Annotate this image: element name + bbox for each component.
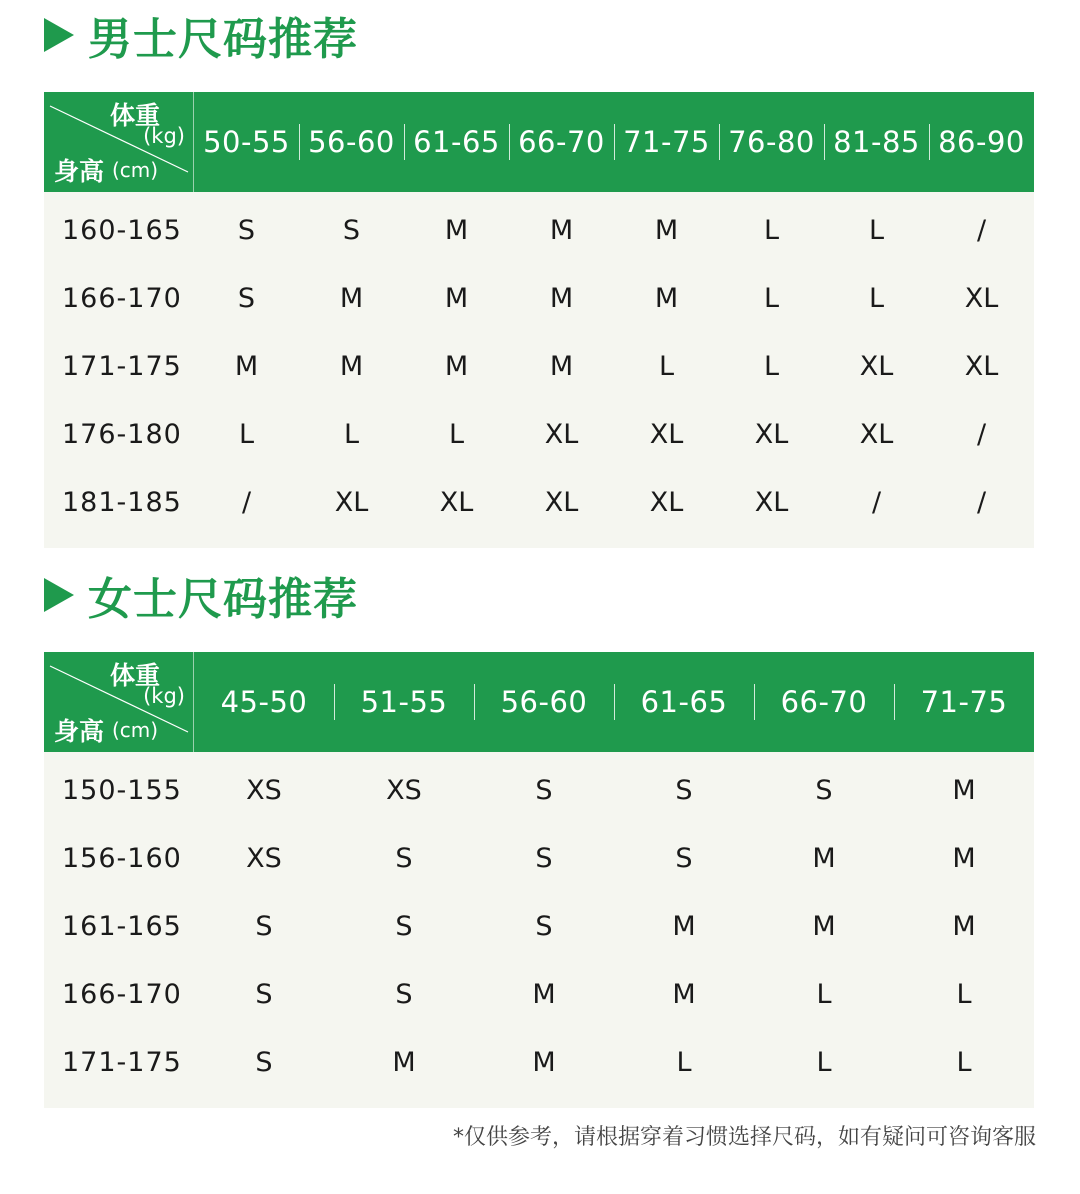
height-label: 160-165	[62, 214, 182, 246]
size-cell: S	[237, 282, 256, 314]
size-cell: S	[395, 978, 413, 1010]
size-cell: /	[976, 486, 987, 518]
men-table-body	[44, 192, 1034, 548]
size-cell: M	[549, 350, 574, 382]
women-section-title	[44, 560, 358, 630]
weight-header: 56-60	[474, 685, 614, 719]
table-row	[44, 400, 1034, 468]
table-row	[44, 960, 1034, 1028]
size-cell: S	[675, 774, 693, 806]
weight-header: 76-80	[719, 125, 824, 159]
weight-header: 66-70	[509, 125, 614, 159]
height-label: 156-160	[62, 842, 182, 874]
size-cell: L	[676, 1046, 692, 1078]
size-cell: M	[392, 1046, 416, 1078]
women-weight-headers	[194, 652, 1034, 752]
size-cell: XL	[649, 418, 684, 450]
corner-weight-label: 体重	[110, 101, 161, 130]
size-cell: S	[255, 1046, 273, 1078]
size-cell: L	[343, 418, 360, 450]
size-cell: L	[763, 214, 780, 246]
size-cell: /	[241, 486, 252, 518]
size-cell: M	[549, 214, 574, 246]
table-row	[44, 1028, 1034, 1096]
size-cell: M	[234, 350, 259, 382]
men-section-title	[44, 0, 358, 70]
height-label: 161-165	[62, 910, 182, 942]
size-cell: L	[956, 978, 972, 1010]
triangle-play-icon	[44, 578, 74, 612]
size-cell: M	[444, 350, 469, 382]
size-cell: M	[952, 842, 976, 874]
size-cell: S	[255, 910, 273, 942]
height-label: 166-170	[62, 282, 182, 314]
size-cell: M	[444, 282, 469, 314]
size-cell: XL	[439, 486, 474, 518]
women-size-table	[44, 652, 1034, 1108]
men-corner-cell	[44, 92, 194, 192]
corner-height-label: 身高	[54, 717, 105, 746]
size-cell: M	[339, 350, 364, 382]
corner-cm-label: (cm)	[112, 718, 159, 742]
size-cell: L	[868, 214, 885, 246]
size-cell: S	[535, 842, 553, 874]
size-cell: S	[342, 214, 361, 246]
table-row	[44, 468, 1034, 536]
size-cell: XL	[544, 418, 579, 450]
size-cell: M	[549, 282, 574, 314]
weight-header: 45-50	[220, 685, 308, 719]
size-cell: L	[763, 282, 780, 314]
size-cell: XL	[964, 282, 999, 314]
size-cell: XS	[246, 774, 282, 806]
size-cell: S	[535, 910, 553, 942]
size-cell: XL	[649, 486, 684, 518]
size-cell: /	[976, 418, 987, 450]
size-cell: M	[339, 282, 364, 314]
table-row	[44, 756, 1034, 824]
size-cell: M	[952, 774, 976, 806]
size-cell: M	[672, 910, 696, 942]
weight-header: 56-60	[299, 125, 404, 159]
women-table-body	[44, 752, 1034, 1108]
size-cell: XS	[386, 774, 422, 806]
size-cell: L	[816, 1046, 832, 1078]
height-label: 171-175	[62, 1046, 182, 1078]
size-cell: M	[812, 842, 836, 874]
size-cell: S	[237, 214, 256, 246]
table-row	[44, 892, 1034, 960]
women-corner-cell	[44, 652, 194, 752]
size-cell: /	[871, 486, 882, 518]
size-cell: M	[952, 910, 976, 942]
height-label: 166-170	[62, 978, 182, 1010]
size-cell: XL	[859, 418, 894, 450]
disclaimer-note: *仅供参考，请根据穿着习惯选择尺码，如有疑问可咨询客服	[452, 1125, 1036, 1150]
size-cell: XL	[754, 418, 789, 450]
size-cell: M	[444, 214, 469, 246]
size-cell: L	[658, 350, 675, 382]
corner-height-label: 身高	[54, 157, 105, 186]
weight-header: 66-70	[754, 685, 894, 719]
height-label: 150-155	[62, 774, 182, 806]
women-title: 女士尺码推荐	[88, 574, 358, 625]
weight-header: 61-65	[404, 125, 509, 159]
corner-kg-label: (kg)	[143, 124, 185, 148]
size-cell: L	[956, 1046, 972, 1078]
weight-header: 71-75	[894, 685, 1034, 719]
size-cell: M	[812, 910, 836, 942]
size-cell: L	[816, 978, 832, 1010]
weight-header: 61-65	[614, 685, 754, 719]
size-cell: XL	[334, 486, 369, 518]
size-cell: XL	[964, 350, 999, 382]
table-row	[44, 332, 1034, 400]
height-label: 181-185	[62, 486, 182, 518]
triangle-play-icon	[44, 18, 74, 52]
size-cell: S	[395, 842, 413, 874]
size-cell: XL	[544, 486, 579, 518]
table-row	[44, 264, 1034, 332]
size-cell: M	[532, 978, 556, 1010]
men-title: 男士尺码推荐	[88, 14, 358, 65]
weight-header: 50-55	[203, 125, 290, 159]
women-table-header	[44, 652, 1034, 752]
size-cell: L	[763, 350, 780, 382]
size-cell: S	[535, 774, 553, 806]
size-cell: L	[448, 418, 465, 450]
size-cell: L	[868, 282, 885, 314]
size-cell: XL	[859, 350, 894, 382]
height-label: 171-175	[62, 350, 182, 382]
size-cell: M	[654, 214, 679, 246]
size-cell: XL	[754, 486, 789, 518]
weight-header: 86-90	[929, 125, 1034, 159]
table-row	[44, 196, 1034, 264]
size-cell: /	[976, 214, 987, 246]
corner-cm-label: (cm)	[112, 158, 159, 182]
height-label: 176-180	[62, 418, 182, 450]
size-cell: S	[675, 842, 693, 874]
size-cell: S	[395, 910, 413, 942]
weight-header: 71-75	[614, 125, 719, 159]
table-row	[44, 824, 1034, 892]
size-cell: S	[255, 978, 273, 1010]
corner-kg-label: (kg)	[143, 684, 185, 708]
weight-header: 81-85	[824, 125, 929, 159]
weight-header: 51-55	[334, 685, 474, 719]
corner-weight-label: 体重	[110, 661, 161, 690]
size-cell: M	[672, 978, 696, 1010]
size-cell: S	[815, 774, 833, 806]
size-cell: L	[238, 418, 255, 450]
size-cell: M	[532, 1046, 556, 1078]
men-size-table	[44, 92, 1034, 548]
size-cell: XS	[246, 842, 282, 874]
men-table-header	[44, 92, 1034, 192]
size-cell: M	[654, 282, 679, 314]
men-weight-headers	[194, 92, 1034, 192]
